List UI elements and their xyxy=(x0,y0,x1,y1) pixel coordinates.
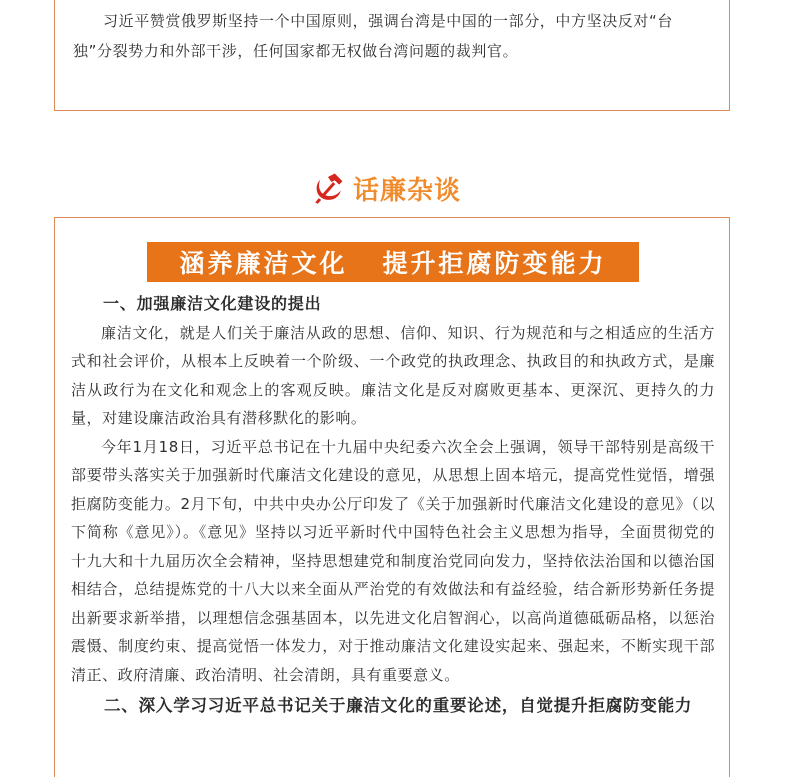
article-heading-1: 一、加强廉洁文化建设的提出 xyxy=(103,294,322,313)
section-heading-title: 话廉杂谈 xyxy=(353,175,462,206)
article-heading-2: 二、深入学习习近平总书记关于廉洁文化的重要论述，自觉提升拒腐防变能力 xyxy=(104,696,693,715)
article-paragraph-1: 廉洁文化，就是人们关于廉洁从政的思想、信仰、知识、行为规范和与之相适应的生活方式和社会评价，从根本上反映着一个阶级、一个政党的执政理念、执政目的和执政方式，是廉洁从政行为在文化和观念上的客观反映。廉洁文化是反对腐败更基本、更深沉、更持久的力量，对建设廉洁政治具有潜移默化的影响。 xyxy=(71,323,715,427)
article-paragraph-2: 今年1月18日，习近平总书记在十九届中央纪委六次全会上强调，领导干部特别是高级干部要带头落实关于加强新时代廉洁文化建设的意见，从思想上固本培元，提高党性觉悟，增强拒腐防变能力。2月下旬，中共中央办公厅印发了《关于加强新时代廉洁文化建设的意见》（以下简称《意见》）。《意见》坚持以习近平新时代中国特色社会主义思想为指导，全面贯彻党的十九大和十九届历次全会精神，坚持思想建党和制度治党同向发力，坚持依法治国和以德治国相结合，总结提炼党的十八大以来全面从严治党的有效做法和有益经验，结合新形势新任务提出新要求新举措，以理想信念强基固本，以先进文化启智润心，以高尚道德砥砺品格，以惩治震慑、制度约束、提高觉悟一体发力，对于推动廉洁文化建设实起来、强起来，不断实现干部清正、政府清廉、政治清明、社会清朗，具有重要意义。 xyxy=(71,437,715,684)
section-heading xyxy=(311,168,461,208)
article-body xyxy=(71,290,715,721)
article-banner-title: 涵养廉洁文化 提升拒腐防变能力 xyxy=(147,242,639,282)
previous-article-paragraph: 习近平赞赏俄罗斯坚持一个中国原则，强调台湾是中国的一部分，中方坚决反对“台独”分裂势力和外部干涉，任何国家都无权做台湾问题的裁判官。 xyxy=(73,12,673,60)
article-box xyxy=(54,217,730,777)
previous-article-box xyxy=(54,0,730,111)
hammer-sickle-icon xyxy=(311,171,345,205)
